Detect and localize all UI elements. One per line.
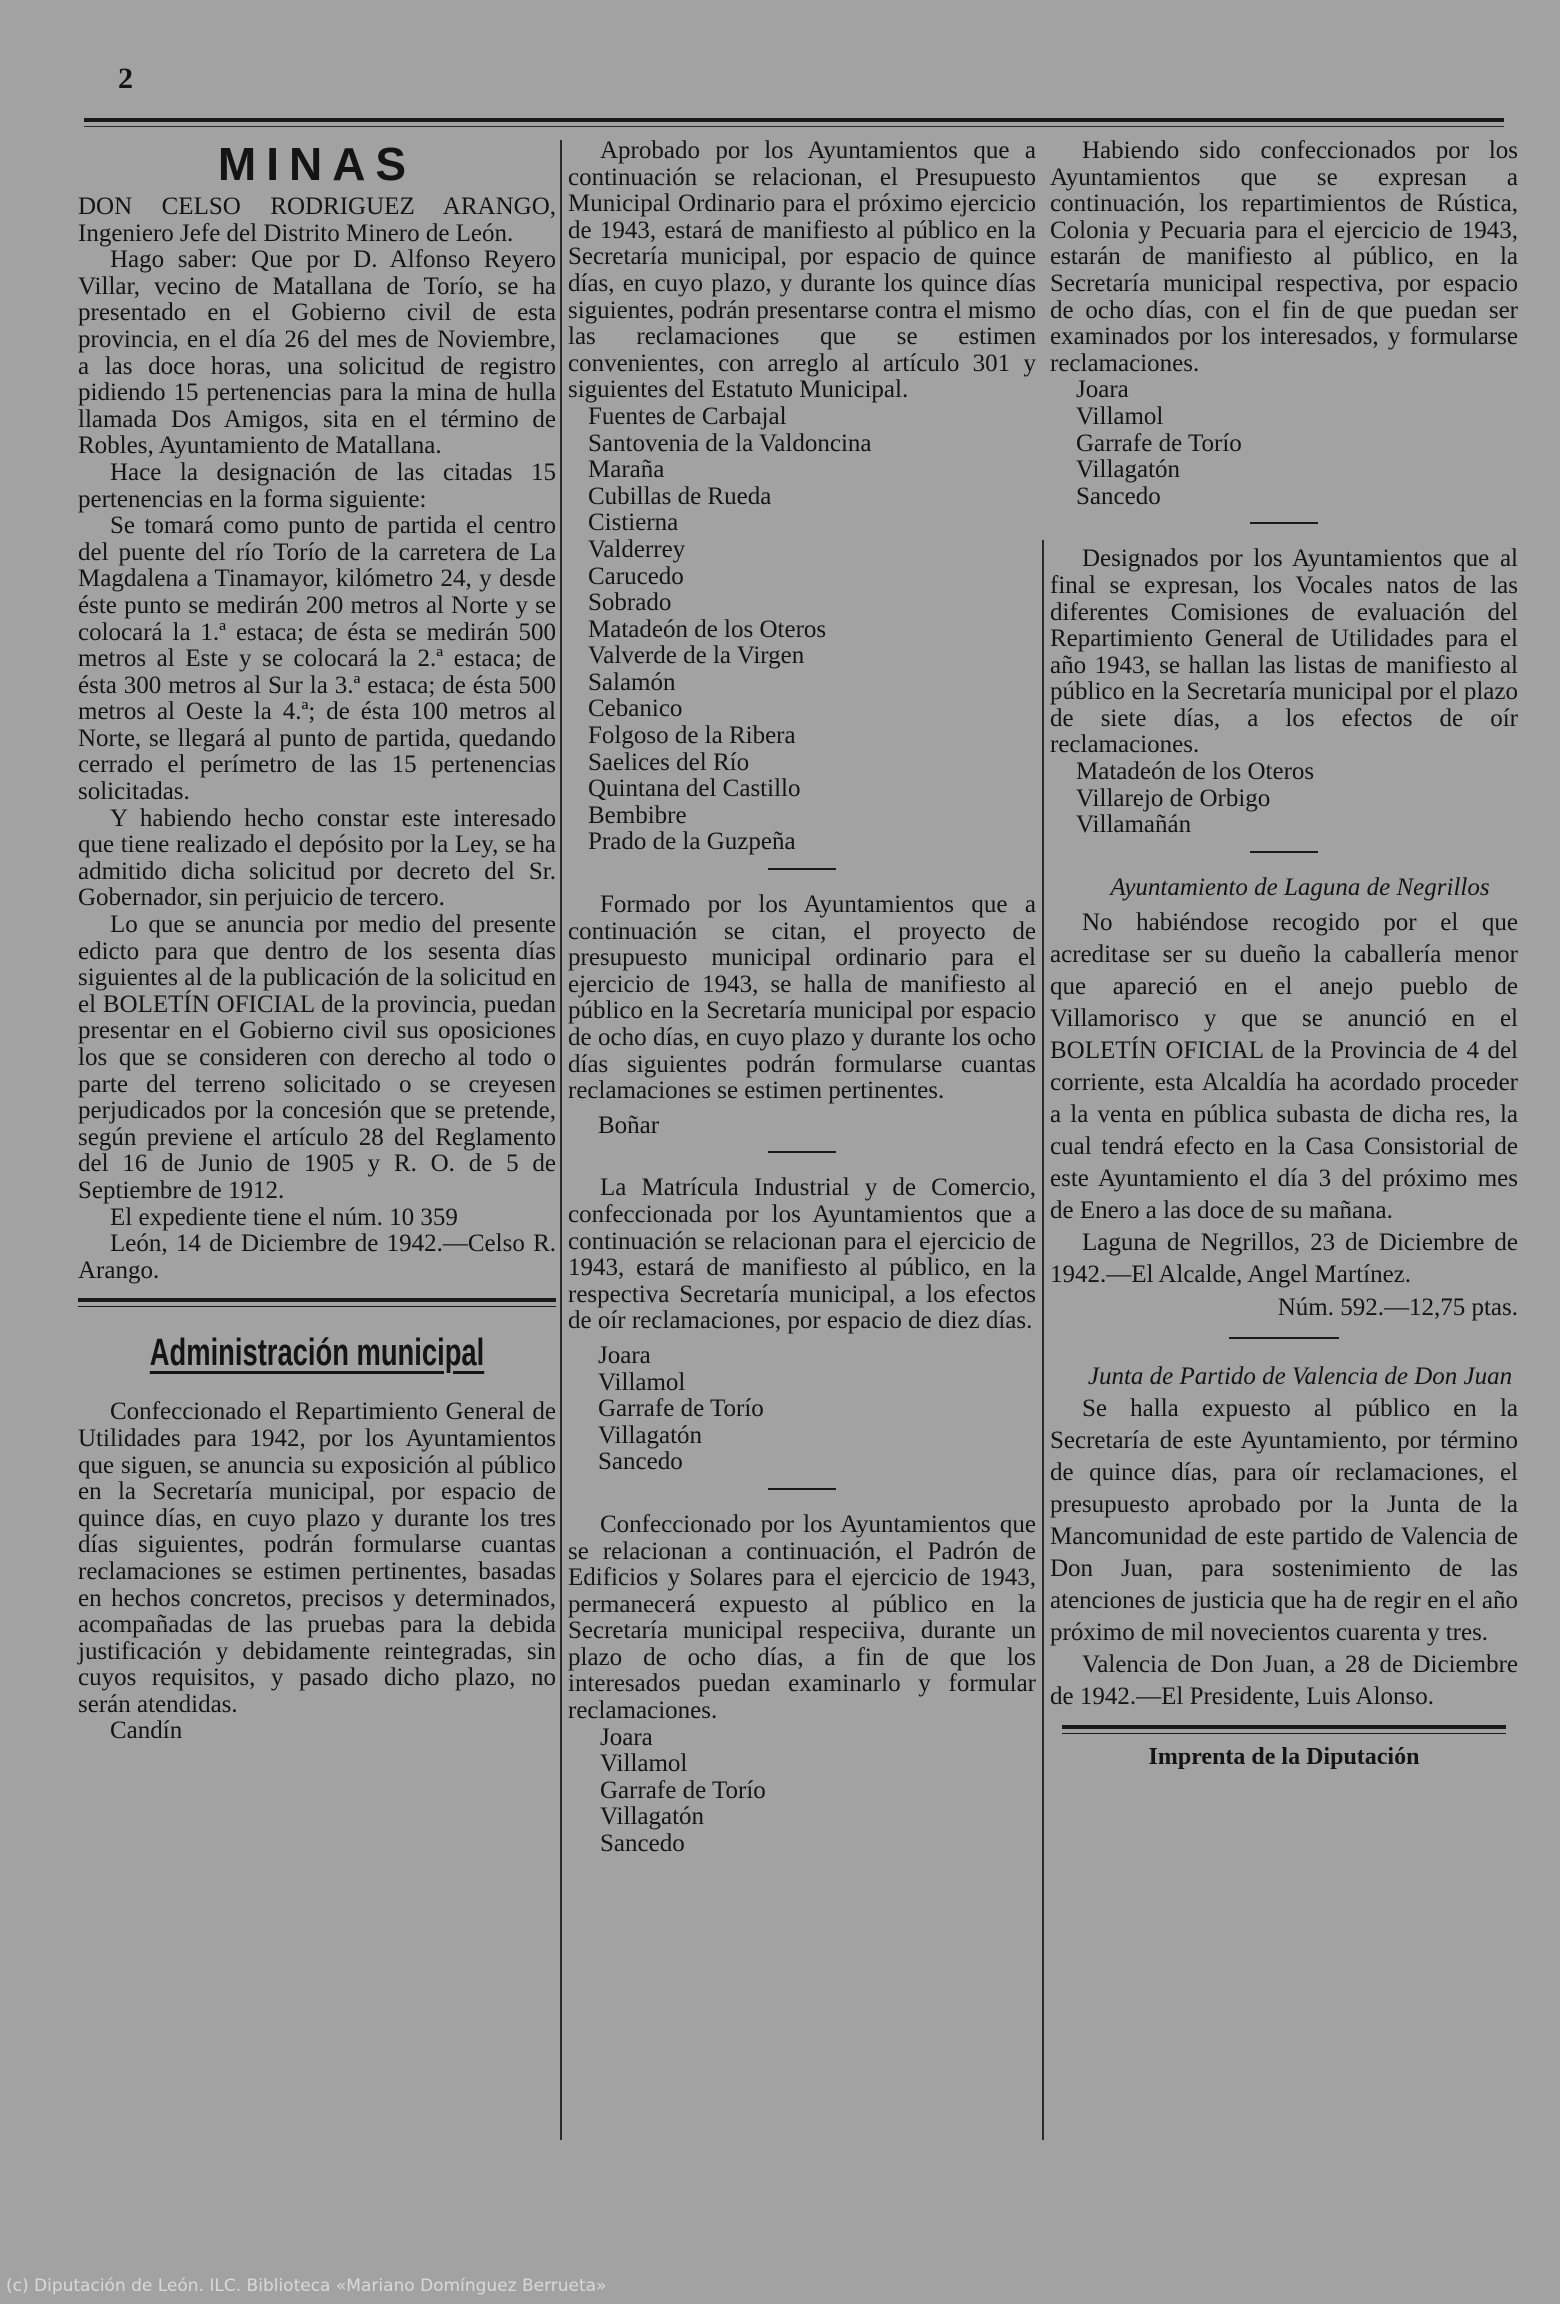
valencia-signature: Valencia de Don Juan, a 28 de Diciembre de 1942.—El Presidente, Luis Alonso. bbox=[1050, 1651, 1518, 1711]
minas-signature: León, 14 de Diciembre de 1942.—Celso R. Arango. bbox=[78, 1230, 556, 1284]
page-number: 2 bbox=[118, 62, 133, 95]
list-item: Salamón bbox=[588, 668, 676, 696]
laguna-heading: Ayuntamiento de Laguna de Negrillos bbox=[1110, 873, 1490, 901]
matricula-town-list bbox=[598, 1343, 1036, 1476]
presupuesto-paragraph: Aprobado por los Ayuntamientos que a continuación se relacionan, el Presupuesto Municipal Ordinario para el próximo ejercicio de 1943, estará de manifiesto al público en la Secretaría municipal, por espacio de quince días, en cuyo plazo, y durante los quince días siguientes, podrán presentarse contra el mismo las reclamaciones que se estimen convenientes, con arreglo al artículo 301 y siguientes del Estatuto Municipal. bbox=[568, 137, 1036, 404]
laguna-number: Núm. 592.—12,75 ptas. bbox=[1277, 1294, 1518, 1322]
list-item: Sancedo bbox=[600, 1830, 685, 1858]
separator-rule bbox=[768, 868, 836, 870]
list-item: Sancedo bbox=[598, 1448, 683, 1476]
imprenta-label: Imprenta de la Diputación bbox=[1148, 1744, 1420, 1771]
separator-rule bbox=[768, 1151, 836, 1153]
list-item: Villagatón bbox=[1076, 456, 1181, 484]
list-item: Garrafe de Torío bbox=[598, 1395, 764, 1423]
list-item: Joara bbox=[600, 1723, 653, 1751]
separator-rule bbox=[1250, 851, 1318, 853]
list-item: Boñar bbox=[598, 1111, 660, 1139]
vocales-town-list bbox=[1076, 759, 1518, 839]
admin-title: Administración municipal bbox=[149, 1332, 485, 1375]
repartimientos-town-list bbox=[1076, 377, 1518, 510]
list-item: Fuentes de Carbajal bbox=[588, 402, 787, 430]
list-item: Villagatón bbox=[600, 1803, 705, 1831]
list-item: Garrafe de Torío bbox=[600, 1776, 766, 1804]
column-2 bbox=[568, 138, 1036, 1858]
minas-paragraph-3: Hace la designación de las citadas 15 pertenencias en la forma siguiente: bbox=[78, 458, 556, 513]
list-item: Matadeón de los Oteros bbox=[1076, 758, 1315, 786]
list-item: Villamol bbox=[600, 1750, 688, 1778]
list-item: Quintana del Castillo bbox=[588, 775, 801, 803]
list-item: Bembibre bbox=[588, 801, 687, 829]
list-item: Cubillas de Rueda bbox=[588, 482, 772, 510]
closing-rule bbox=[1062, 1725, 1506, 1729]
list-item: Folgoso de la Ribera bbox=[588, 722, 796, 750]
vocales-paragraph: Designados por los Ayuntamientos que al final se expresan, los Vocales natos de las diferentes Comisiones de evaluación del Repartimiento General de Utilidades para el año 1943, se hallan las listas de manifiesto al público en la Secretaría municipal por el plazo de siete días, a los efectos de oír reclamaciones. bbox=[1050, 545, 1518, 759]
closing-rule-thin bbox=[1062, 1733, 1506, 1734]
separator-rule bbox=[1229, 1337, 1339, 1339]
minas-expediente: El expediente tiene el núm. 10 359 bbox=[110, 1203, 458, 1231]
list-item: Cistierna bbox=[588, 509, 679, 537]
list-item: Carucedo bbox=[588, 562, 684, 590]
column-3 bbox=[1050, 138, 1518, 1771]
list-item: Cebanico bbox=[588, 695, 683, 723]
list-item: Santovenia de la Valdoncina bbox=[588, 429, 872, 457]
list-item: Valverde de la Virgen bbox=[588, 642, 805, 670]
list-item: Villamol bbox=[598, 1368, 686, 1396]
section-rule-thin bbox=[78, 1306, 556, 1307]
presupuesto-town-list bbox=[588, 404, 1036, 856]
section-rule bbox=[78, 1298, 556, 1302]
admin-paragraph: Confeccionado el Repartimiento General de Utilidades para 1942, por los Ayuntamientos que siguen, se anuncia su exposición al público en la Secretaría municipal, por espacio de quince días, en cuyo plazo y durante los tres días siguientes, podrán formularse cuantas reclamaciones se estimen pertinentes, basadas en hechos concretos, precisos y determinados, acompañadas de las pruebas para la debida justificación y debidamente reintegradas, sin cuyos requisitos, y pasado dicho plazo, no serán atendidas. bbox=[78, 1398, 556, 1718]
list-item: Saelices del Río bbox=[588, 748, 750, 776]
copyright-footer: (c) Diputación de León. ILC. Biblioteca «Mariano Domínguez Berrueta» bbox=[6, 2276, 607, 2296]
list-item: Prado de la Guzpeña bbox=[588, 828, 796, 856]
valencia-heading: Junta de Partido de Valencia de Don Juan bbox=[1087, 1363, 1513, 1391]
separator-rule bbox=[1250, 522, 1318, 524]
list-item: Joara bbox=[598, 1341, 651, 1369]
admin-town: Candín bbox=[110, 1717, 183, 1745]
list-item: Sancedo bbox=[1076, 482, 1161, 510]
list-item: Garrafe de Torío bbox=[1076, 429, 1242, 457]
repartimientos-paragraph: Habiendo sido confeccionados por los Ayuntamientos que se expresan a continuación, los repartimientos de Rústica, Colonia y Pecuaria para el ejercicio de 1943, estarán de manifiesto al público, en la Secretaría municipal respectiva, por espacio de ocho días, con el fin de que puedan ser examinados por los interesados, y formularse reclamaciones. bbox=[1050, 137, 1518, 377]
minas-paragraph-6: Lo que se anuncia por medio del presente edicto para que dentro de los sesenta días siguientes al de la publicación de la solicitud en el BOLETÍN OFICIAL de la provincia, puedan presentar en el Gobierno civil sus oposiciones los que se consideren con derecho al todo o parte del terreno solicitado o se creyesen perjudicados por la concesión que se pretende, según previene el artículo 28 del Reglamento del 16 de Junio de 1905 y R. O. de 5 de Septiembre de 1912. bbox=[78, 911, 556, 1204]
column-divider-2 bbox=[1042, 540, 1044, 2140]
valencia-paragraph: Se halla expuesto al público en la Secretaría de este Ayuntamiento, por término de quince días, para oír reclamaciones, el presupuesto aprobado por la Junta de la Mancomunidad de este partido de Valencia de Don Juan, para sostenimiento de las atenciones de justicia que ha de regir en el año próximo de mil novecientos cuarenta y tres. bbox=[1050, 1395, 1518, 1647]
separator-rule bbox=[768, 1488, 836, 1490]
list-item: Joara bbox=[1076, 376, 1129, 404]
proyecto-town-list bbox=[598, 1113, 1036, 1140]
minas-paragraph-4: Se tomará como punto de partida el centro del puente del río Torío de la carretera de La Magdalena a Tinamayor, kilómetro 24, y desde éste punto se medirán 200 metros al Norte y se colocará la 1.ª estaca; de ésta se medirán 500 metros al Este y se colocará la 2.ª estaca; de ésta 300 metros al Sur la 3.ª estaca; de ésta 500 metros al Oeste la 4.ª; de ésta 100 metros al Norte, se llegará al punto de partida, quedando cerrado el perímetro de las 15 pertenencias solicitadas. bbox=[78, 512, 556, 806]
list-item: Villagatón bbox=[598, 1421, 703, 1449]
list-item: Villamañán bbox=[1076, 811, 1192, 839]
minas-paragraph-2: Hago saber: Que por D. Alfonso Reyero Villar, vecino de Matallana de Torío, se ha presentado en el Gobierno civil de esta provincia, en el día 26 del mes de Noviembre, a las doce horas, una solicitud de registro pidiendo 15 pertenencias para la mina de hulla llamada Dos Amigos, sita en el término de Robles, Ayuntamiento de Matallana. bbox=[78, 246, 556, 460]
laguna-signature: Laguna de Negrillos, 23 de Diciembre de 1942.—El Alcalde, Angel Martínez. bbox=[1050, 1229, 1518, 1289]
header-rule-thin bbox=[84, 126, 1504, 127]
list-item: Valderrey bbox=[588, 535, 686, 563]
list-item: Villarejo de Orbigo bbox=[1076, 784, 1271, 812]
list-item: Sobrado bbox=[588, 589, 672, 617]
header-rule bbox=[84, 118, 1504, 122]
list-item: Matadeón de los Oteros bbox=[588, 615, 827, 643]
laguna-paragraph: No habiéndose recogido por el que acreditase ser su dueño la caballería menor que apareció en el anejo pueblo de Villamorisco y que se anunció en el BOLETÍN OFICIAL de la Provincia de 4 del corriente, esta Alcaldía ha acordado proceder a la venta en pública subasta de dicha res, la cual tendrá efecto en la Casa Consistorial de este Ayuntamiento el día 3 del próximo mes de Enero a las doce de su mañana. bbox=[1050, 909, 1518, 1225]
minas-paragraph-1: DON CELSO RODRIGUEZ ARANGO, Ingeniero Jefe del Distrito Minero de León. bbox=[78, 193, 556, 247]
minas-title: MINAS bbox=[217, 138, 417, 190]
list-item: Villamol bbox=[1076, 402, 1164, 430]
padron-paragraph: Confeccionado por los Ayuntamientos que se relacionan a continuación, el Padrón de Edificios y Solares para el ejercicio de 1943, permanecerá expuesto al público en la Secretaría municipal respeciiva, durante un plazo de ocho días, a fin de que los interesados puedan examinarlo y formular reclamaciones. bbox=[568, 1510, 1036, 1725]
column-1 bbox=[78, 138, 556, 1745]
minas-paragraph-5: Y habiendo hecho constar este interesado que tiene realizado el depósito por la Ley, se ha admitido dicha solicitud por decreto del Sr. Gobernador, sin perjuicio de tercero. bbox=[78, 804, 556, 912]
proyecto-paragraph: Formado por los Ayuntamientos que a continuación se citan, el proyecto de presupuesto municipal ordinario para el ejercicio de 1943, se halla de manifiesto al público en la Secretaría municipal por espacio de ocho días, en cuyo plazo y durante los ocho días siguientes podrán formularse cuantas reclamaciones se estimen pertinentes. bbox=[568, 891, 1036, 1105]
list-item: Maraña bbox=[588, 456, 665, 484]
matricula-paragraph: La Matrícula Industrial y de Comercio, confeccionada por los Ayuntamientos que a continuación se relacionan para el ejercicio de 1943, estará de manifiesto al público, en la respectiva Secretaría municipal, a los efectos de oír reclamaciones, por espacio de diez días. bbox=[568, 1174, 1036, 1335]
column-divider-1 bbox=[560, 140, 562, 2140]
padron-town-list bbox=[600, 1725, 1036, 1858]
